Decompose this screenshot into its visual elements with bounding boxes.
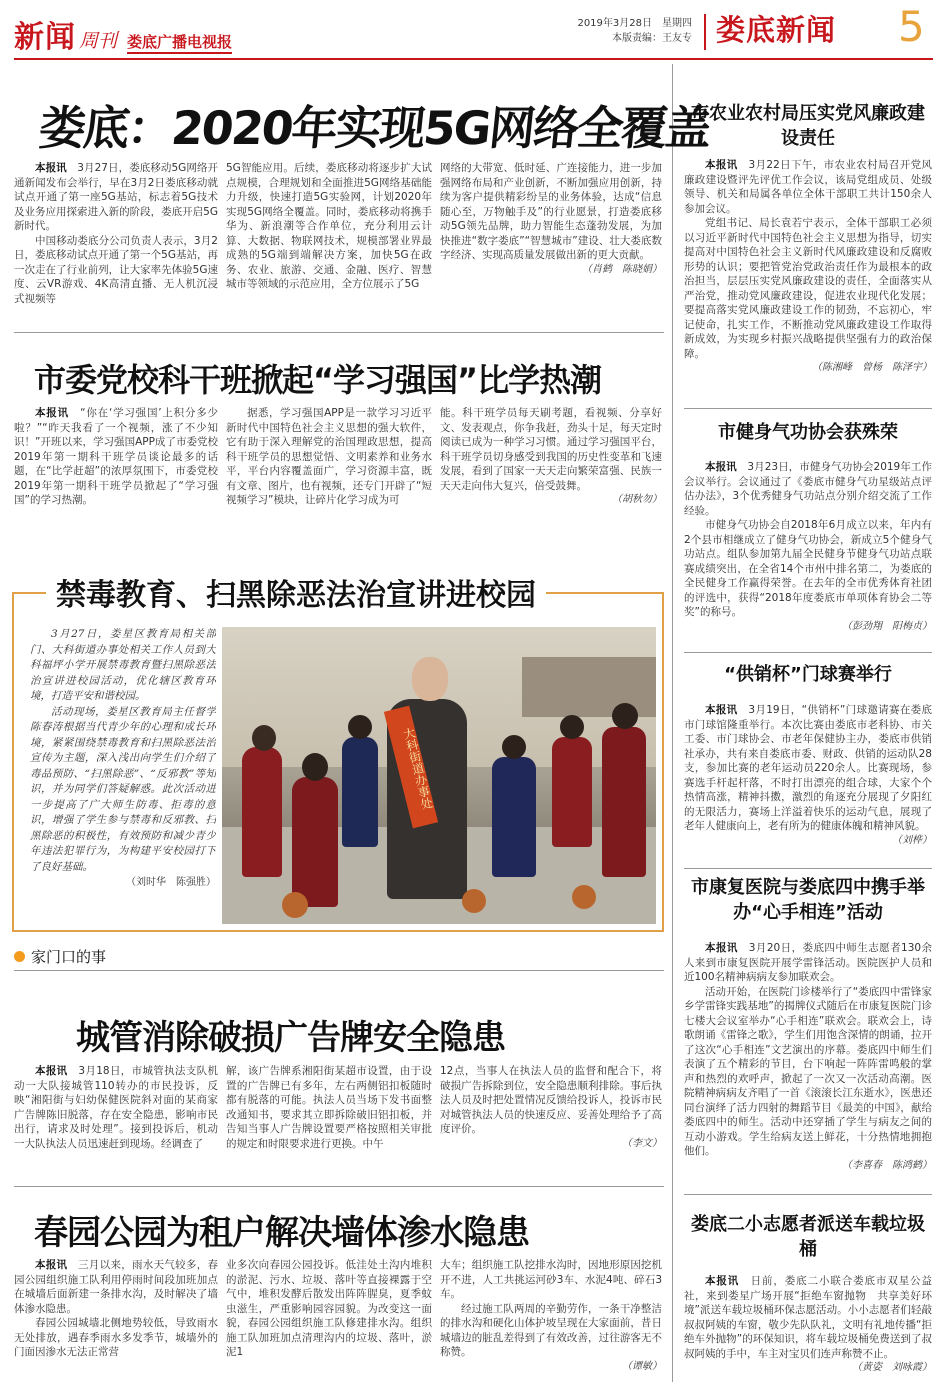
- sidebar-divider: [672, 64, 673, 1382]
- article-5g-col1: [14, 161, 218, 321]
- photo-presenter-head: [412, 657, 448, 701]
- article-text: 活动开始，在医院门诊楼举行了“娄底四中雷锋家乡学雷锋实践基地”的揭牌仪式随后在市康复医院门诊七楼大会议室举办“心手相连”联欢会。联欢会上，诗歌朗诵《雷锋之歌》，学生们用饱含深情的朗诵，拉开了这次“心手相连”文艺演出的序幕。娄底四中师生们表演了五个精彩的节目，台下响起一阵阵雷鸣般的掌声和热烈的欢呼声，掀起了一次又一次活动高潮。医院精神病病友齐唱了一首《滚滚长江东逝水》，医患还同台演绎了活力四射的舞蹈节目《最美的中国》，献给娄底四中的师生。活动中还穿插了学生与病友之间的互动小游戏。学生给病友送上鲜花，十分热情地拥抱他们。: [684, 985, 932, 1157]
- headline-agri: 市农业农村局压实党风廉政建设责任: [691, 103, 925, 149]
- masthead-weekly: 周刊: [79, 30, 118, 52]
- headline-park: 春园公园为租户解决墙体渗水隐患: [34, 1213, 529, 1253]
- lead-label: 本报讯: [35, 1259, 68, 1271]
- article-study-col1: [14, 406, 218, 536]
- headline-antidrug: 禁毒教育、扫黑除恶法治宣讲进校园: [46, 570, 546, 614]
- column-tag: [14, 946, 106, 967]
- photo-student-head: [560, 715, 584, 739]
- section-title: 娄底新闻: [716, 13, 837, 47]
- article-text: 5G智能应用。后续，娄底移动将逐步扩大试点规模，合理规划和全面推进5G网络基础能力升级，快速打造5G实验网，计划2020年实现5G网络全覆盖。同时，娄底移动将携手华为、新浪潮等合作单位，充分利用云计算、大数据、物联网技术，规模部署业界最成熟的5G端到端解决方案，加快5G在政务、农业、旅游、交通、金融、医疗、智慧城市等领域的示范应用，全方位展示了5G: [226, 162, 432, 290]
- photo-student: [492, 757, 536, 877]
- article-text: 网络的大带宽、低时延、广连接能力，进一步加强网络布局和产业创新，不断加强应用创新，持续为客户提供精彩纷呈的业务体验，达成“信息随心至，万物触手及”的行业愿景，打造娄底移动5G领先品牌，助力智能生态蓬勃发展，为加快推进“数字娄底”“智慧城市”建设、壮大娄底数字经济、实现高质量发展做出新的更大贡献。: [440, 162, 662, 261]
- byline: （黄姿 刘咏霞）: [852, 1362, 932, 1373]
- photo-student-head: [612, 703, 638, 729]
- byline: （刘桦）: [892, 834, 932, 846]
- article-text: 3月19日，“供销杯”门球邀请赛在娄底市门球馆隆重举行。本次比赛由娄底市老科协、市关工委、市门球协会、市老年保健协主办，娄底市供销社承办，共有来自娄底市委、财政、供销的运动队28支，参加比赛的老年运动员220余人。比赛现场，参赛选手杆起杆落，不时打出漂亮的组合球，大家个个热情高涨，精神抖擞，激烈的角逐充分展现了夕阳红的无限活力，赛场上洋溢着快乐的运动气息，展现了老年人健康向上，老有所为的健康体魄和精神风貌。: [684, 704, 932, 832]
- byline: （陈湘峰 曾杨 陈泽宇）: [812, 362, 932, 373]
- byline: （李文）: [622, 1137, 662, 1149]
- photo-student: [242, 747, 282, 877]
- article-text: 3月22日下午，市农业农村局召开党风廉政建设暨评先评优工作会议，该局党组成员、处级领导、机关和局属各单位全体干部职工共计150余人参加会议。: [684, 159, 932, 215]
- article-text: 12点，当事人在执法人员的监督和配合下，将破损广告拆除到位，安全隐患顺利排除。事后执法人员及时把处置情况反馈给投诉人，投诉市民对城管执法人员的快速反应、妥善处理给予了高度评价。: [440, 1065, 662, 1135]
- photo-student-head: [348, 715, 372, 739]
- article-text: 日前，娄底二小联合娄底市双星公益社，来到娄星广场开展“拒绝车窗抛物 共享美好环境”派送车载垃圾桶环保志愿活动。小小志愿者们轻敲叔叔阿姨的车窗，敬少先队队礼，文明有礼地传播“拒绝车外抛物”的环保知识，将车载垃圾桶免费送到了叔叔阿姨的手中，车主对宝贝们连声称赞不止。: [684, 1275, 932, 1360]
- photo-basketball: [282, 892, 308, 918]
- article-text: 春园公园城墙北侧地势较低，导致雨水无处排放，遇春季雨水多发季节，城墙外的门面因渗水无法正常营: [14, 1317, 218, 1358]
- bullet-dot-icon: [14, 951, 25, 962]
- lead-label: 本报讯: [705, 461, 737, 473]
- headline-study: 市委党校科干班掀起“学习强国”比学热潮: [34, 361, 602, 399]
- lead-label: 本报讯: [705, 1275, 740, 1287]
- article-urban-col1: [14, 1064, 218, 1180]
- byline: （彭劲翔 阳梅贞）: [842, 620, 932, 632]
- divider: [684, 1194, 932, 1195]
- article-text: 据悉，学习强国APP是一款学习习近平新时代中国特色社会主义思想的强大软件，它有助于深入理解党的治国理政思想，提高科干班学员的思想觉悟、文明素养和业务水平，平台内容覆盖面广，学习资源丰富，既有文章、图片，也有视频，还专门开辟了“短视频学习”模块，让碎片化学习成为可: [226, 407, 432, 506]
- masthead-logo: 新闻: [14, 20, 76, 55]
- article-text: 经过施工队两周的辛勤劳作，一条干净整洁的排水沟和硬化山体护坡呈现在大家面前，昔日城墙边的脏乱差得到了有效改善，过往游客无不称赞。: [440, 1302, 662, 1358]
- photo-student: [602, 727, 646, 877]
- article-text: 3月27日，娄底移动5G网络开通新闻发布会举行，早在3月2日娄底移动就试点开通了第一座5G基站，标志着5G技术及业务应用探索进入新的阶段，娄底开启5G新时代。: [14, 162, 218, 232]
- article-text: 党组书记、局长袁若宁表示，全体干部职工必须以习近平新时代中国特色社会主义思想为指导，切实提高对中国特色社会主义新时代风廉政建设和反腐败形势的认识；要把管党治党政治责任作为最根本的政治担当，层层压实党风廉政建设的责任，全面落实从严治党，推动党风廉政建设，促进农业现代化发展；要提高落实党风廉政建设工作的韧劲，不忘初心，牢记使命，扎实工作，不断推动党风廉政建设工作取得新成效，为实现乡村振兴战略提供坚强有力的政治保障。: [684, 217, 932, 360]
- antidrug-photo: [222, 627, 656, 924]
- byline: （刘时华 陈强胜）: [126, 877, 216, 888]
- article-park-col3: [440, 1258, 662, 1378]
- lead-label: 本报讯: [705, 159, 738, 171]
- divider: [14, 332, 664, 333]
- headline-gateball: “供销杯”门球赛举行: [724, 664, 892, 685]
- article-rehab: [684, 941, 932, 1189]
- masthead-dateline: [577, 16, 692, 46]
- article-park-col2: [226, 1258, 432, 1378]
- lead-label: 本报讯: [705, 704, 738, 716]
- article-gateball: [684, 703, 932, 863]
- article-text: 市健身气功协会自2018年6月成立以来，年内有2个县市相继成立了健身气功协会，新成立5个健身气功站点。组队参加第九届全民健身节健身气功站点联赛成绩突出，在全省14个市州中排名第二，为娄底的全民健身工作赢得荣誉。在去年的全市优秀体育社团的评选中，获得“2018年度娄底市单项体育协会二等奖”的称号。: [684, 519, 932, 618]
- article-volunteers: [684, 1274, 932, 1382]
- headline-qigong: 市健身气功协会获殊荣: [718, 422, 898, 443]
- article-study-col3: [440, 406, 662, 536]
- article-text: 3月23日，市健身气功协会2019年工作会议举行。会议通过了《娄底市健身气功星级站点评估办法》，3个优秀健身气功站点分别介绍交流了工作经验。: [684, 461, 932, 517]
- masthead-publisher: 娄底广播电视报: [127, 31, 232, 54]
- byline: （胡秋勿）: [612, 494, 662, 505]
- divider: [684, 652, 932, 653]
- masthead-rule: [14, 58, 933, 60]
- article-text: 3月20日，娄底四中师生志愿者130余人来到市康复医院开展学雷锋活动。医院医护人员和近100名精神病病友参加联欢会。: [684, 942, 932, 983]
- page-number: 5: [898, 2, 925, 51]
- page-editor: 本版责编：王友专: [612, 33, 692, 44]
- byline: （肖鹤 陈晓娟）: [582, 263, 662, 275]
- byline: （李喜春 陈鸿鹤）: [842, 1159, 932, 1171]
- article-urban-col2: [226, 1064, 432, 1180]
- article-study-col2: [226, 406, 432, 536]
- article-antidrug: [30, 627, 216, 927]
- photo-student-head: [302, 753, 328, 781]
- headline-rehab: 市康复医院与娄底四中携手举办“心手相连”活动: [691, 877, 925, 923]
- masthead-divider: [704, 14, 706, 50]
- article-text: 大车；组织施工队挖排水沟时，因地形原因挖机开不进，人工共挑运河砂3车、水泥4吨、碎石3车。: [440, 1259, 662, 1300]
- lead-label: 本报讯: [705, 942, 738, 954]
- article-5g-col2: [226, 161, 432, 321]
- photo-basketball: [572, 885, 596, 909]
- divider: [684, 868, 932, 869]
- photo-sash: 大科街道办事处: [384, 706, 438, 829]
- divider: [14, 1186, 664, 1187]
- article-text: 能。科干班学员每天刷考题，看视频、分享好文、发表观点，你争我赶，劲头十足，每天定时阅读已成为一种学习习惯。通过学习强国平台，科干班学员切身感受到我国的历史性变革和飞速发展，看到了国家一天天走向繁荣富强、民族一天天走向伟大复兴，倍受鼓舞。: [440, 407, 662, 492]
- photo-student: [292, 777, 338, 907]
- photo-student: [552, 737, 592, 847]
- issue-date: 2019年3月28日 星期四: [577, 18, 692, 29]
- article-park-col1: [14, 1258, 218, 1378]
- article-text: 中国移动娄底分公司负责人表示，3月2日，娄底移动试点开通了第一个5G基站，再一次走在了行业前列，让大家率先体验5G速度、云VR游戏、4K高清直播、无人机沉浸式视频等: [14, 234, 218, 305]
- article-text: 3月18日，市城管执法支队机动一大队接城管110转办的市民投诉，反映“湘阳街与妇幼保健医院斜对面的某商家广告牌陈旧脱落，存在安全隐患，影响市民出行，请求及时处理”。接到投诉后，机动一大队执法人员迅速赶到现场。经调查了: [14, 1065, 218, 1150]
- photo-student-head: [502, 735, 526, 759]
- lead-label: 本报讯: [35, 407, 69, 419]
- photo-basketball: [462, 889, 486, 913]
- headline-5g: 娄底：2020年实现5G网络全覆盖: [36, 101, 713, 155]
- byline: （谭敏）: [622, 1360, 662, 1372]
- article-text: 3月27日，娄星区教育局相关部门、大科街道办事处相关工作人员到大科福坪小学开展禁毒教育暨扫黑除恶法治宣讲进校园活动，优化辖区教育环境，打造平安和谐校园。: [30, 628, 216, 702]
- article-urban-col3: [440, 1064, 662, 1180]
- divider: [684, 408, 932, 409]
- article-qigong: [684, 460, 932, 646]
- article-5g-col3: [440, 161, 662, 321]
- lead-label: 本报讯: [35, 1065, 68, 1077]
- article-text: “你在‘学习强国’上积分多少啦？”“昨天我看了一个视频，涨了不少知识！”开班以来，学习强国APP成了市委党校2019年第一期科干班学员谈论最多的话题，在“比学赶超”的浓厚氛围下，市委党校2019年第一期科干班学员掀起了“学习强国”的学习热潮。: [14, 407, 218, 506]
- article-text: 活动现场，娄星区教育局主任督学陈春涛根据当代青少年的心理和成长环境，紧紧围绕禁毒教育和扫黑除恶法治宣传为主题，深入浅出向学生们介绍了毒品预防、“扫黑除恶”、“反邪教”等知识，并为同学们答疑解惑。此次活动进一步提高了广大师生防毒、拒毒的意识，增强了学生参与禁毒和反邪教、扫黑除恶的积极性，有效预防和减少青少年违法犯罪行为，为构建平安校园打下了良好基础。: [30, 705, 216, 873]
- headline-volunteers: 娄底二小志愿者派送车载垃圾桶: [691, 1214, 925, 1260]
- column-tag-label: 家门口的事: [31, 948, 107, 966]
- lead-label: 本报讯: [35, 162, 67, 174]
- article-text: 三月以来，雨水天气较多，春园公园组织施工队利用停雨时间段加班加点在城墙后面新建一条排水沟，及时解决了墙体渗水隐患。: [14, 1259, 218, 1315]
- headline-urban: 城管消除破损广告牌安全隐患: [76, 1018, 505, 1058]
- article-text: 解，该广告牌系湘阳街某超市设置，由于设置的广告牌已有多年，左右两侧铝扣板随时都有脱落的可能。执法人员当场下发书面整改通知书，要求其立即拆除破旧铝扣板，并告知当事人广告牌设置要严格按照相关审批的规定和时限要求进行更换。中午: [226, 1065, 432, 1150]
- article-text: 业多次向春园公园投诉。低洼处土沟内堆积的淤泥、污水、垃圾、落叶等直接裸露于空气中，堆积发酵后散发出阵阵腥臭，夏季蚊虫滋生，严重影响园容园貌。为改变这一面貌，春园公园组织施工队修建排水沟。组织施工队加班加点清理沟内的垃圾、落叶，淤泥1: [226, 1259, 432, 1358]
- article-agri: [684, 158, 932, 402]
- divider: [14, 970, 664, 971]
- masthead-brand: [14, 12, 232, 58]
- photo-student-head: [252, 725, 276, 751]
- photo-student: [342, 737, 378, 847]
